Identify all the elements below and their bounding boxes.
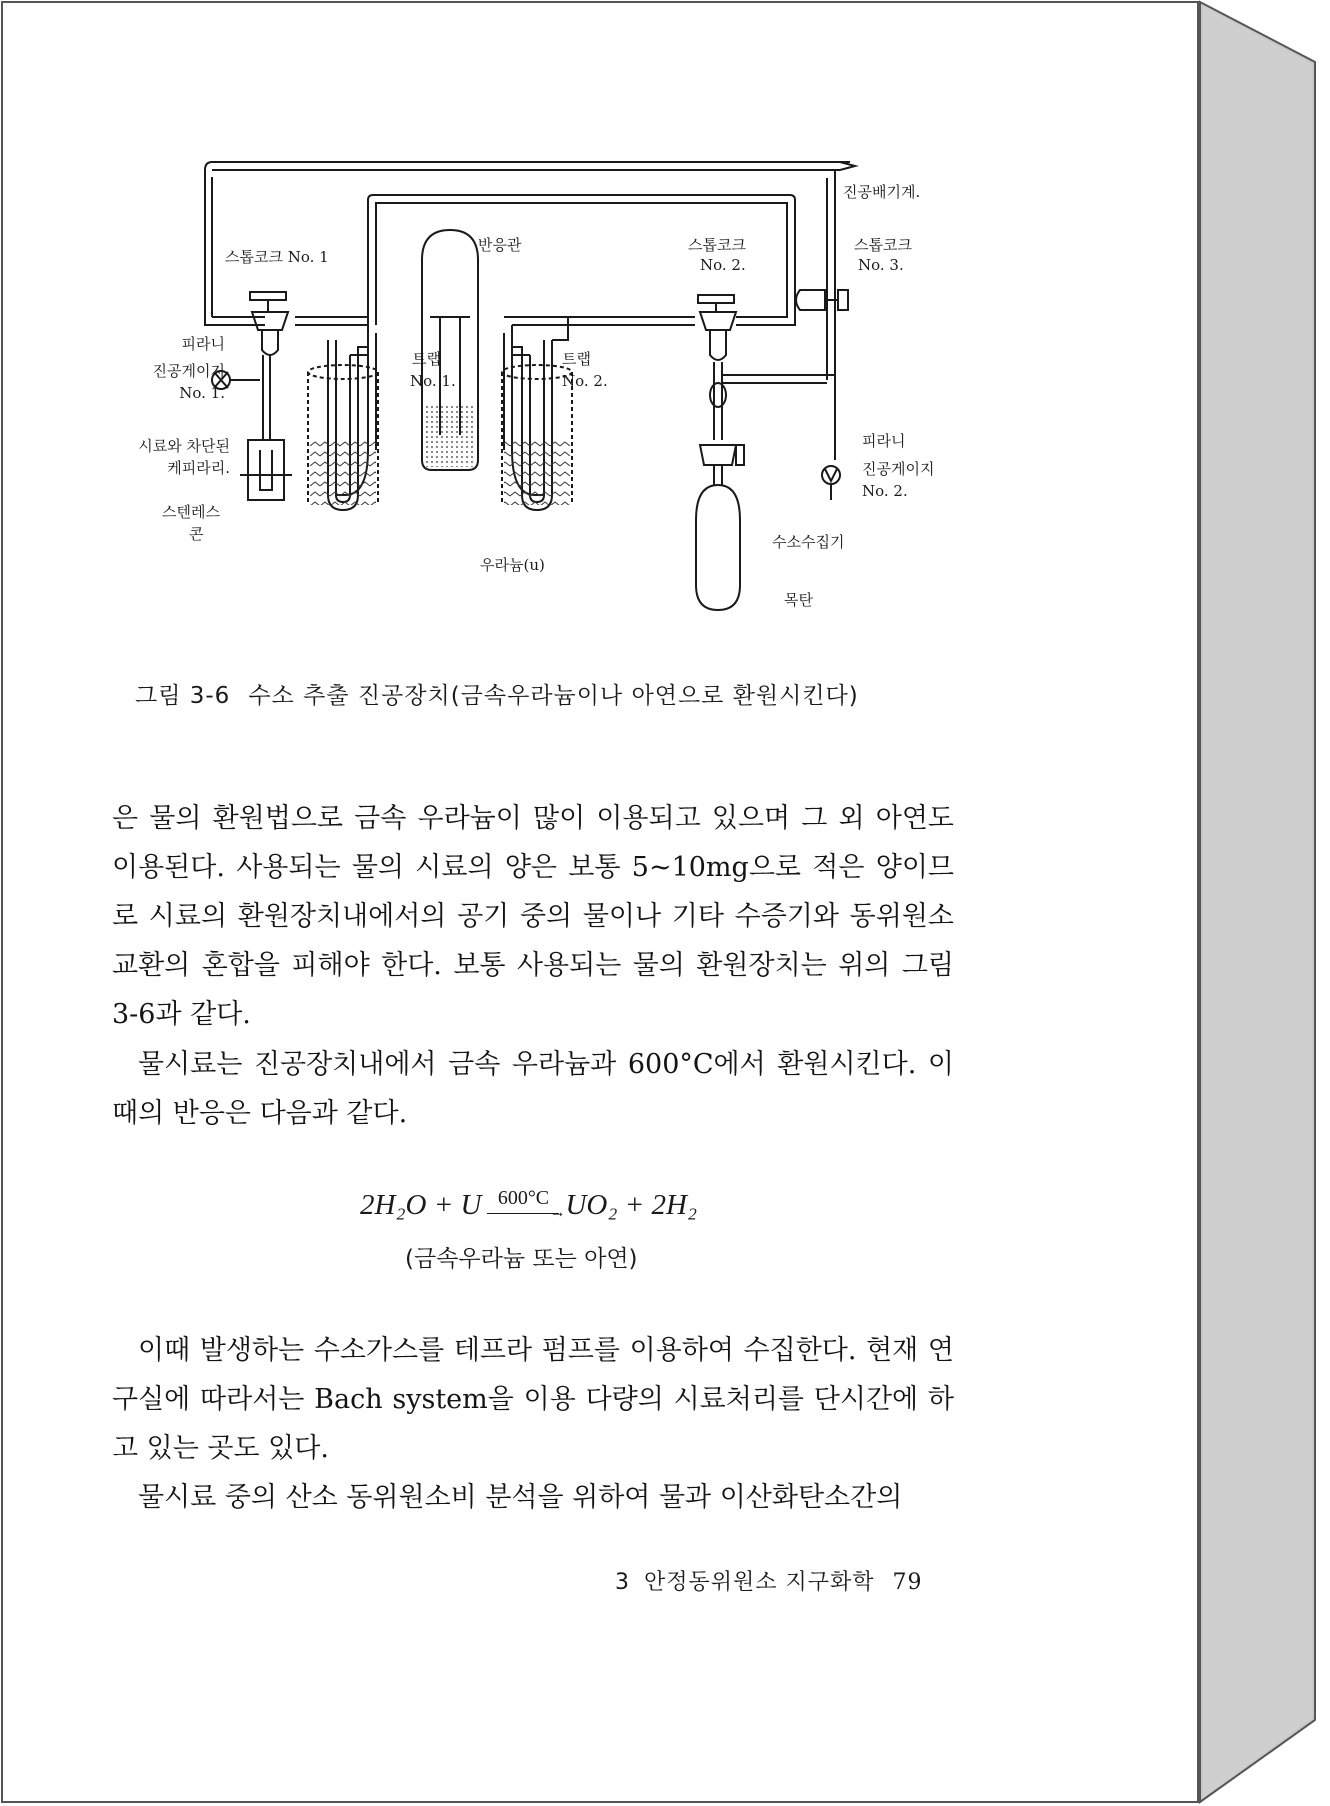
label-hydrogen-collector: 수소수집기 — [772, 533, 845, 551]
label-pirani2-number: No. 2. — [862, 482, 908, 500]
label-stainless-cone: 콘 — [189, 525, 204, 543]
figure-caption-text: 수소 추출 진공장치(금속우라늄이나 아연으로 환원시킨다) — [248, 683, 859, 709]
stopcock1-handle — [250, 292, 286, 300]
label-capillary-name: 케피라리. — [167, 459, 230, 477]
footer-chapter-title: 안정동위원소 지구화학 — [644, 1570, 875, 1595]
arrowhead-icon: → — [549, 1204, 566, 1221]
paragraph-1: 은 물의 환원법으로 금속 우라늄이 많이 이용되고 있으며 그 외 아연도 이용된다. 사용되는 물의 시료의 양은 보통 5~10mg으로 적은 양이므로 시료의 환원장치내에서의 공기 중의 물이나 기타 수증기와 동위원소 교환의 혼합을 피해야 한다. 보통 사용되는 물의 환원장치는 위의 그림 3-6과 같다. — [112, 803, 954, 1030]
page-number: 79 — [892, 1570, 923, 1595]
equation-right: UO₂ + 2H₂ — [565, 1189, 698, 1221]
paragraph-3: 이때 발생하는 수소가스를 테프라 펌프를 이용하여 수집한다. 현재 연구실에 따라서는 Bach system을 이용 다량의 시료처리를 단시간에 하고 있는 곳도 있다. — [112, 1335, 954, 1464]
label-pirani2-title: 피라니 — [862, 432, 906, 450]
label-trap1-number: No. 1. — [410, 372, 456, 390]
label-reaction-tube: 반응관 — [478, 236, 522, 254]
stopcock3-body — [796, 290, 825, 310]
figure-caption — [135, 677, 859, 710]
label-neck: 목탄 — [784, 591, 813, 609]
label-trap2-title: 트랩 — [562, 350, 591, 368]
label-pirani1-title: 피라니 — [181, 335, 225, 353]
label-pirani1-gauge: 진공게이지 — [152, 362, 225, 380]
paragraph-2: 물시료는 진공장치내에서 금속 우라늄과 600°C에서 환원시킨다. 이때의 반응은 다음과 같다. — [112, 1049, 954, 1129]
equation-left: 2H₂O + U — [360, 1189, 482, 1221]
label-stopcock1: 스톱코크 No. 1 — [225, 248, 329, 266]
label-uranium: 우라늄(u) — [480, 556, 545, 574]
label-capillary-title: 시료와 차단된 — [138, 437, 230, 455]
label-pirani1-number: No. 1. — [179, 384, 225, 402]
stopcock1-body — [252, 312, 288, 330]
stopcock2-handle — [698, 295, 734, 303]
page-edge-inner — [1203, 6, 1312, 1798]
page-footer — [615, 1565, 923, 1596]
label-stopcock3-title: 스톱코크 — [854, 236, 912, 254]
hydrogen-collector — [696, 485, 740, 610]
equation-note: (금속우라늄 또는 아연) — [405, 1246, 638, 1272]
reaction-arrow — [485, 1187, 566, 1221]
label-pirani2-gauge: 진공게이지 — [862, 460, 935, 478]
label-vacuum-exhaust: 진공배기계. — [843, 183, 921, 201]
footer-chapter-number: 3 — [615, 1570, 630, 1595]
label-stopcock2-title: 스톱코크 — [688, 236, 746, 254]
paragraph-4: 물시료 중의 산소 동위원소비 분석을 위하여 물과 이산화탄소간의 — [138, 1482, 903, 1513]
label-trap2-number: No. 2. — [562, 372, 608, 390]
label-trap1-title: 트랩 — [412, 350, 441, 368]
label-stainless-title: 스텐레스 — [162, 503, 220, 521]
label-stopcock2-number: No. 2. — [700, 256, 746, 274]
stopcock2-body — [700, 312, 736, 330]
reaction-equation — [360, 1187, 760, 1222]
figure-number: 그림 3-6 — [135, 683, 231, 709]
equation-condition: 600°C — [497, 1187, 550, 1209]
vacuum-apparatus-diagram — [100, 140, 980, 660]
label-stopcock3-number: No. 3. — [858, 256, 904, 274]
